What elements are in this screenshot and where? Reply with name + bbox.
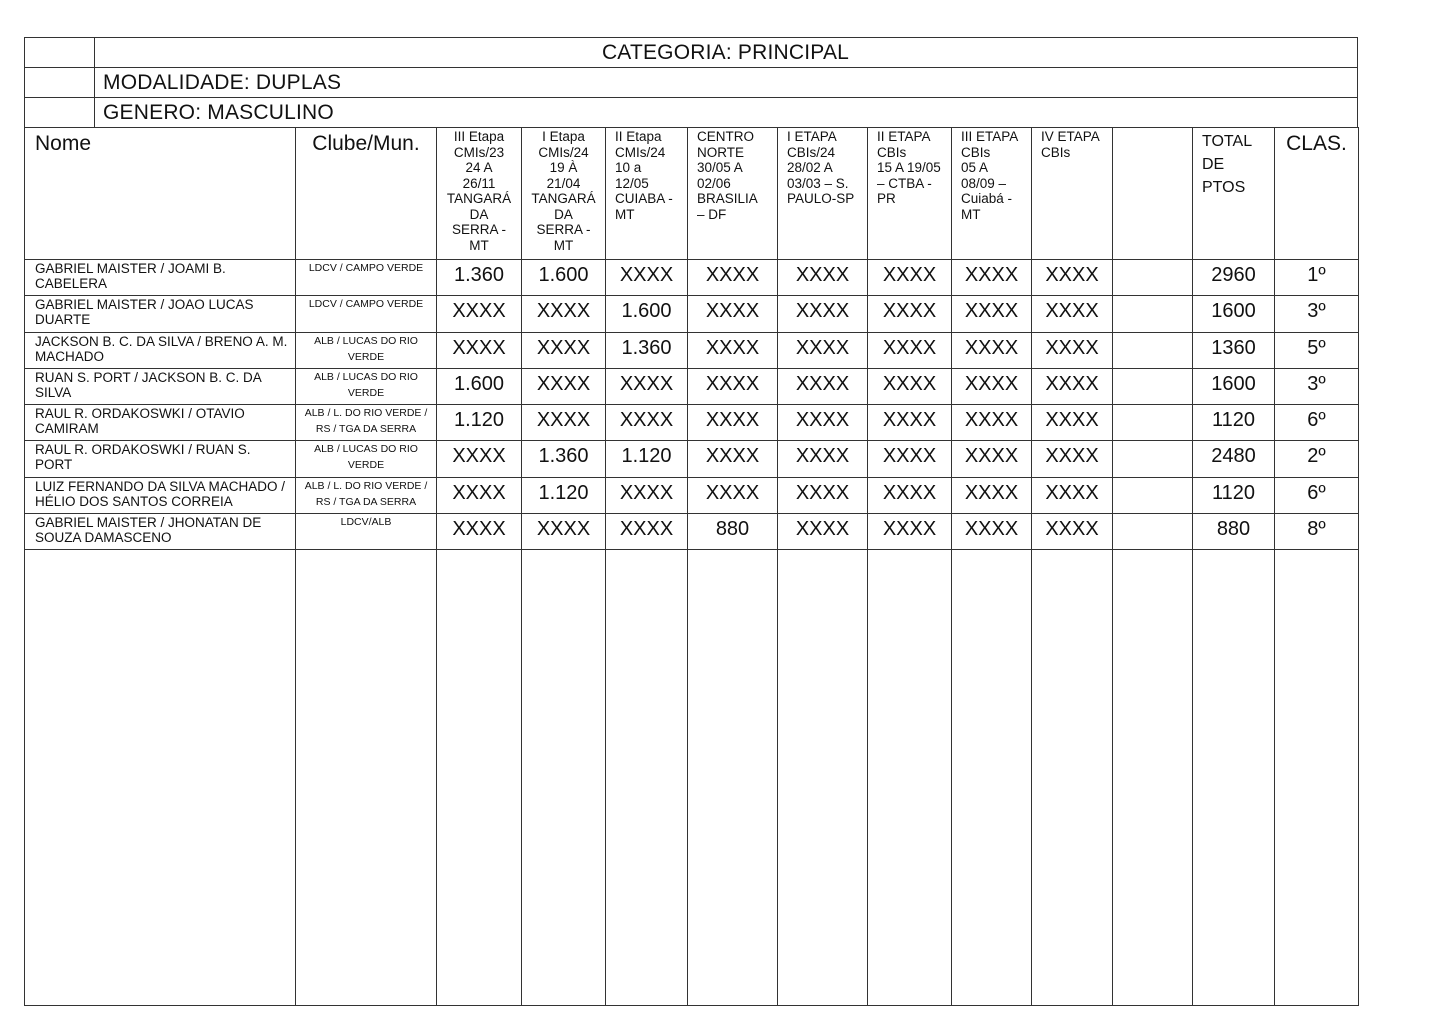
stage-points-cell: XXXX [1032, 405, 1113, 441]
stage-points-cell [1113, 441, 1193, 477]
col-stage-header [1113, 128, 1193, 260]
stage-points-cell: XXXX [952, 405, 1032, 441]
stage-points-cell [1113, 260, 1193, 296]
stage-points-cell: 1.360 [437, 260, 522, 296]
stage-points-cell: XXXX [778, 441, 868, 477]
table-row [25, 405, 1359, 441]
stage-points-cell: XXXX [522, 332, 606, 368]
stage-points-cell: XXXX [688, 405, 778, 441]
player-names-cell: GABRIEL MAISTER / JHONATAN DE SOUZA DAMASCENO [25, 514, 296, 550]
stage-points-cell: XXXX [868, 441, 952, 477]
stage-points-cell: XXXX [688, 260, 778, 296]
col-stage-header: II Etapa CMIs/24 10 a 12/05 CUIABA - MT [606, 128, 688, 260]
stage-points-cell: XXXX [1032, 514, 1113, 550]
empty-cell [1113, 550, 1193, 1006]
col-stage-header: I ETAPA CBIs/24 28/02 A 03/03 – S. PAULO-SP [778, 128, 868, 260]
stage-points-cell [1113, 405, 1193, 441]
stage-points-cell: XXXX [952, 514, 1032, 550]
table-row [25, 260, 1359, 296]
classification-cell: 6º [1275, 477, 1359, 513]
empty-cell [1032, 550, 1113, 1006]
stage-points-cell: 880 [688, 514, 778, 550]
genero-row [24, 97, 1358, 127]
total-points-cell: 1120 [1193, 405, 1275, 441]
stage-points-cell: XXXX [868, 477, 952, 513]
col-total-header: TOTAL DE PTOS [1193, 128, 1275, 260]
total-points-cell: 1120 [1193, 477, 1275, 513]
empty-cell [778, 550, 868, 1006]
stage-points-cell: XXXX [606, 514, 688, 550]
stage-points-cell: XXXX [1032, 441, 1113, 477]
stage-points-cell: XXXX [868, 405, 952, 441]
classification-cell: 2º [1275, 441, 1359, 477]
stage-points-cell: XXXX [522, 368, 606, 404]
header-stub [25, 98, 95, 127]
table-row [25, 477, 1359, 513]
stage-points-cell: XXXX [1032, 477, 1113, 513]
club-cell: ALB / LUCAS DO RIO VERDE [296, 441, 437, 477]
genero-label: GENERO: MASCULINO [103, 101, 334, 124]
total-points-cell: 1600 [1193, 296, 1275, 332]
stage-points-cell: XXXX [522, 405, 606, 441]
stage-points-cell: 1.120 [522, 477, 606, 513]
empty-cell [522, 550, 606, 1006]
stage-points-cell: 1.600 [606, 296, 688, 332]
stage-points-cell: XXXX [868, 368, 952, 404]
classification-cell: 8º [1275, 514, 1359, 550]
classification-cell: 6º [1275, 405, 1359, 441]
stage-points-cell: XXXX [437, 477, 522, 513]
empty-cell [868, 550, 952, 1006]
empty-cell [296, 550, 437, 1006]
classification-cell: 5º [1275, 332, 1359, 368]
stage-points-cell [1113, 332, 1193, 368]
club-cell: LDCV / CAMPO VERDE [296, 260, 437, 296]
empty-cell [688, 550, 778, 1006]
header-stub [25, 68, 95, 97]
player-names-cell: GABRIEL MAISTER / JOAMI B. CABELERA [25, 260, 296, 296]
col-stage-header: IV ETAPA CBIs [1032, 128, 1113, 260]
table-row [25, 368, 1359, 404]
stage-points-cell: XXXX [778, 368, 868, 404]
stage-points-cell: XXXX [952, 441, 1032, 477]
table-row [25, 332, 1359, 368]
stage-points-cell: XXXX [437, 332, 522, 368]
stage-points-cell: XXXX [1032, 260, 1113, 296]
classification-cell: 3º [1275, 368, 1359, 404]
stage-points-cell: XXXX [437, 441, 522, 477]
stage-points-cell: XXXX [606, 477, 688, 513]
ranking-table [24, 127, 1359, 1006]
player-names-cell: JACKSON B. C. DA SILVA / BRENO A. M. MACHADO [25, 332, 296, 368]
club-cell: ALB / L. DO RIO VERDE / RS / TGA DA SERRA [296, 477, 437, 513]
empty-cell [1193, 550, 1275, 1006]
stage-points-cell: XXXX [778, 514, 868, 550]
stage-points-cell: XXXX [778, 332, 868, 368]
classification-cell: 3º [1275, 296, 1359, 332]
stage-points-cell: XXXX [688, 368, 778, 404]
stage-points-cell: XXXX [1032, 296, 1113, 332]
empty-cell [437, 550, 522, 1006]
stage-points-cell: XXXX [952, 477, 1032, 513]
stage-points-cell: XXXX [606, 368, 688, 404]
stage-points-cell [1113, 296, 1193, 332]
stage-points-cell: XXXX [688, 441, 778, 477]
player-names-cell: RAUL R. ORDAKOSWKI / RUAN S. PORT [25, 441, 296, 477]
col-stage-header: I Etapa CMIs/24 19 À 21/04 TANGARÁ DA SERRA - MT [522, 128, 606, 260]
classification-cell: 1º [1275, 260, 1359, 296]
stage-points-cell: XXXX [868, 260, 952, 296]
col-stage-header: III Etapa CMIs/23 24 A 26/11 TANGARÁ DA SERRA - MT [437, 128, 522, 260]
col-stage-header: II ETAPA CBIs 15 A 19/05 – CTBA - PR [868, 128, 952, 260]
header-stub [25, 38, 95, 67]
stage-points-cell: XXXX [606, 260, 688, 296]
stage-points-cell: XXXX [1032, 332, 1113, 368]
stage-points-cell: XXXX [522, 514, 606, 550]
column-header-row [25, 128, 1359, 260]
stage-points-cell: XXXX [1032, 368, 1113, 404]
stage-points-cell: XXXX [952, 368, 1032, 404]
stage-points-cell: XXXX [778, 260, 868, 296]
club-cell: ALB / LUCAS DO RIO VERDE [296, 368, 437, 404]
stage-points-cell: XXXX [868, 514, 952, 550]
stage-points-cell [1113, 514, 1193, 550]
stage-points-cell: XXXX [688, 477, 778, 513]
player-names-cell: LUIZ FERNANDO DA SILVA MACHADO / HÉLIO DOS SANTOS CORREIA [25, 477, 296, 513]
stage-points-cell: XXXX [437, 296, 522, 332]
stage-points-cell: 1.360 [606, 332, 688, 368]
stage-points-cell: XXXX [952, 332, 1032, 368]
empty-row [25, 550, 1359, 1006]
stage-points-cell: XXXX [778, 296, 868, 332]
total-points-cell: 2480 [1193, 441, 1275, 477]
stage-points-cell: XXXX [952, 260, 1032, 296]
stage-points-cell: 1.600 [522, 260, 606, 296]
stage-points-cell: 1.600 [437, 368, 522, 404]
stage-points-cell: XXXX [868, 296, 952, 332]
stage-points-cell: XXXX [688, 332, 778, 368]
total-points-cell: 880 [1193, 514, 1275, 550]
stage-points-cell: 1.120 [606, 441, 688, 477]
club-cell: ALB / LUCAS DO RIO VERDE [296, 332, 437, 368]
col-nome-header: Nome [25, 128, 296, 260]
modalidade-row [24, 67, 1358, 97]
total-points-cell: 1360 [1193, 332, 1275, 368]
table-row [25, 296, 1359, 332]
ranking-sheet [24, 37, 1358, 1006]
player-names-cell: RUAN S. PORT / JACKSON B. C. DA SILVA [25, 368, 296, 404]
col-clube-header: Clube/Mun. [296, 128, 437, 260]
table-row [25, 441, 1359, 477]
categoria-label: CATEGORIA: PRINCIPAL [601, 41, 850, 64]
stage-points-cell: XXXX [688, 296, 778, 332]
stage-points-cell: XXXX [868, 332, 952, 368]
club-cell: LDCV/ALB [296, 514, 437, 550]
empty-cell [952, 550, 1032, 1006]
col-stage-header: III ETAPA CBIs 05 A 08/09 – Cuiabá - MT [952, 128, 1032, 260]
stage-points-cell: 1.120 [437, 405, 522, 441]
player-names-cell: RAUL R. ORDAKOSWKI / OTAVIO CAMIRAM [25, 405, 296, 441]
stage-points-cell: XXXX [952, 296, 1032, 332]
categoria-row [24, 37, 1358, 67]
empty-cell [1275, 550, 1359, 1006]
stage-points-cell [1113, 368, 1193, 404]
club-cell: LDCV / CAMPO VERDE [296, 296, 437, 332]
stage-points-cell: XXXX [606, 405, 688, 441]
total-points-cell: 1600 [1193, 368, 1275, 404]
modalidade-label: MODALIDADE: DUPLAS [103, 71, 342, 94]
stage-points-cell: 1.360 [522, 441, 606, 477]
empty-cell [25, 550, 296, 1006]
table-row [25, 514, 1359, 550]
col-clas-header: CLAS. [1275, 128, 1359, 260]
stage-points-cell: XXXX [778, 477, 868, 513]
player-names-cell: GABRIEL MAISTER / JOAO LUCAS DUARTE [25, 296, 296, 332]
stage-points-cell: XXXX [437, 514, 522, 550]
col-stage-header: CENTRO NORTE 30/05 A 02/06 BRASILIA – DF [688, 128, 778, 260]
stage-points-cell: XXXX [522, 296, 606, 332]
stage-points-cell: XXXX [778, 405, 868, 441]
empty-cell [606, 550, 688, 1006]
club-cell: ALB / L. DO RIO VERDE / RS / TGA DA SERRA [296, 405, 437, 441]
stage-points-cell [1113, 477, 1193, 513]
ranking-rows [25, 260, 1359, 1006]
total-points-cell: 2960 [1193, 260, 1275, 296]
